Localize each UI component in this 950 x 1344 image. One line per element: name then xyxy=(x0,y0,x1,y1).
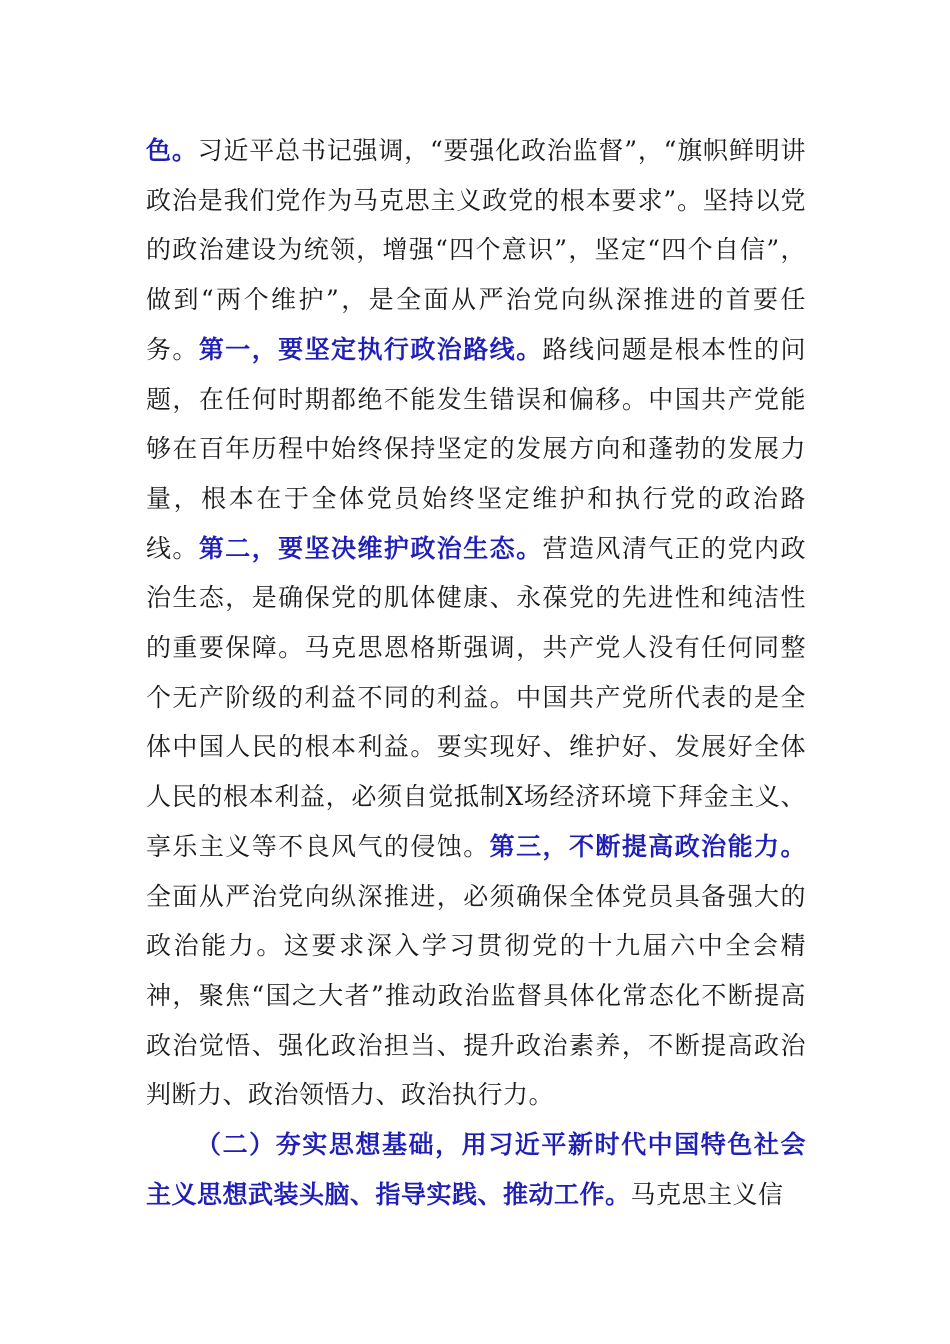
body-text: 马克思主义信 xyxy=(630,1179,784,1209)
point-one-heading: 第一，要坚定执行政治路线。 xyxy=(198,334,543,364)
section-paragraph xyxy=(146,1120,806,1219)
section-heading: （二）夯实思想基础，用习近平新时代中国特色社会主义思想武装头脑、指导实践、推动工作。 xyxy=(146,1130,806,1209)
point-three-heading: 第三，不断提高政治能力。 xyxy=(489,831,806,861)
document-page xyxy=(146,126,806,1219)
body-paragraph xyxy=(146,126,806,1120)
body-text: 习近平总书记强调，“要强化政治监督”，“旗帜鲜明讲政治是我们党作为马克思主义政党的根本要求”。坚持以党的政治建设为统领，增强“四个意识”，坚定“四个自信”，做到“两个维护”，是全面从严治党向纵深推进的首要任务。 xyxy=(146,136,806,364)
body-text: 全面从严治党向纵深推进，必须确保全体党员具备强大的政治能力。这要求深入学习贯彻党的十九届六中全会精神，聚焦“国之大者”推动政治监督具体化常态化不断提高政治觉悟、强化政治担当、提升政治素养，不断提高政治判断力、政治领悟力、政治执行力。 xyxy=(146,881,806,1110)
point-two-heading: 第二，要坚决维护政治生态。 xyxy=(198,533,543,563)
highlighted-text: 色。 xyxy=(146,136,198,165)
body-text: 营造风清气正的党内政治生态，是确保党的肌体健康、永葆党的先进性和纯洁性的重要保障。马克思恩格斯强调，共产党人没有任何同整个无产阶级的利益不同的利益。中国共产党所代表的是全体中国人民的根本利益。要实现好、维护好、发展好全体人民的根本利益，必须自觉抵制X场经济环境下拜金主义、享乐主义等不良风气的侵蚀。 xyxy=(146,533,806,861)
body-text: 路线问题是根本性的问题，在任何时期都绝不能发生错误和偏移。中国共产党能够在百年历程中始终保持坚定的发展方向和蓬勃的发展力量，根本在于全体党员始终坚定维护和执行党的政治路线。 xyxy=(146,334,806,563)
